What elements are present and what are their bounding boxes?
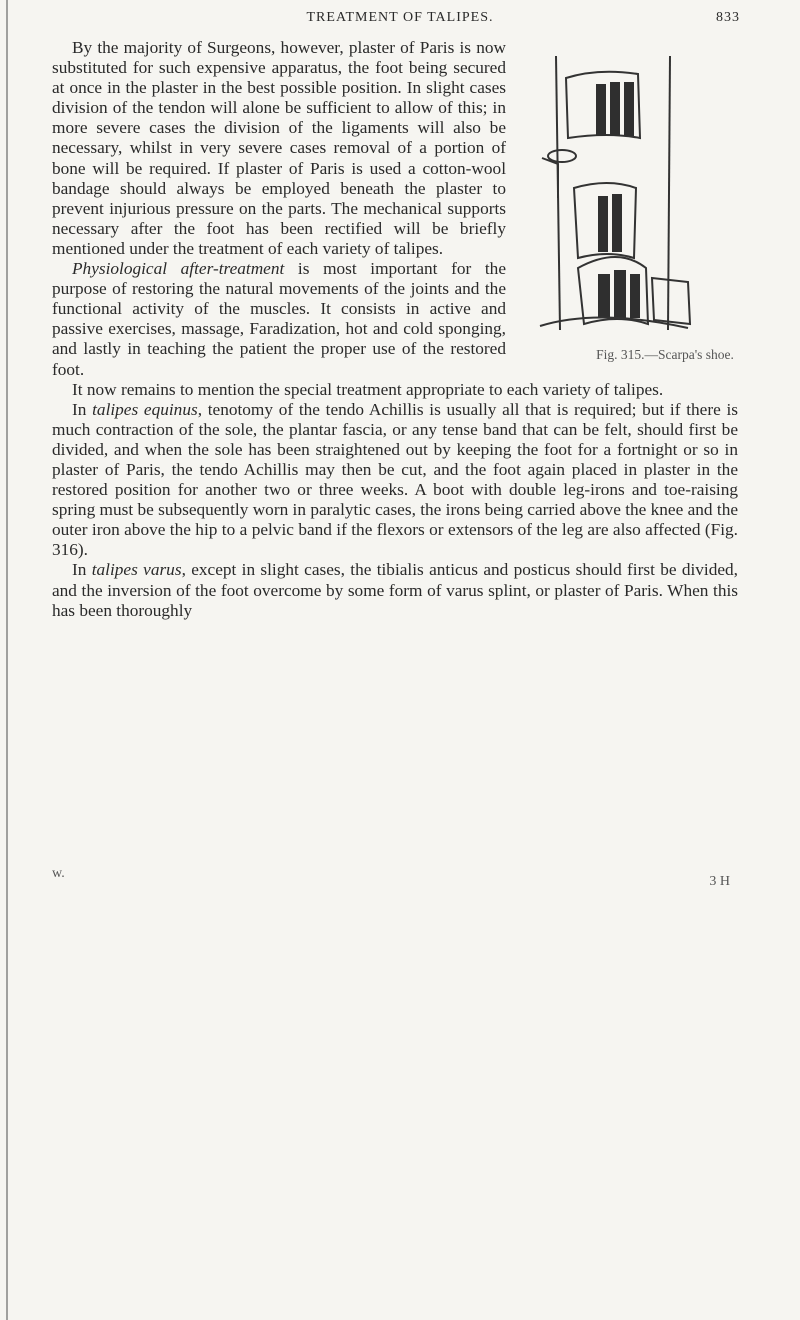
paragraph-5: [52, 560, 738, 620]
page-footer: [52, 866, 738, 890]
paragraph-3-text: It now remains to mention the special treatment appropriate to each variety of talipes.: [72, 379, 664, 399]
running-head-title: TREATMENT OF TALIPES.: [306, 10, 494, 25]
paragraph-2-text: is most important for the purpose of restoring the natural movements of the joints and the functional activity of the muscles. It consists in active and passive exercises, massage, Faradization, hot and cold sponging, and lastly in teaching the patient the proper use of the restored foot.: [52, 259, 506, 379]
body-text: [52, 38, 738, 621]
paragraph-4-lead: In: [72, 399, 93, 419]
paragraph-4: [52, 400, 738, 561]
paragraph-3: [52, 380, 738, 400]
signature-gathering: 3 H: [709, 874, 730, 889]
paragraph-5-term: talipes varus: [91, 560, 182, 580]
paragraph-5-lead: In: [72, 560, 92, 580]
signature-mark: w.: [52, 866, 65, 881]
page-edge-shadow: [6, 0, 8, 1320]
scarpas-shoe-illustration: [538, 38, 718, 338]
figure-315: [518, 38, 738, 368]
paragraph-2-term: Physiological after-treatment: [72, 259, 285, 279]
paragraph-4-term: talipes equinus: [92, 399, 198, 419]
figure-caption: Fig. 315.—Scarpa's shoe.: [596, 347, 734, 362]
page-number: 833: [716, 10, 740, 25]
running-head: [60, 4, 740, 34]
paragraph-5-text: , except in slight cases, the tibialis anticus and posticus should first be divided, and the inversion of the foot overcome by some form of varus splint, or plaster of Paris. When this has been thoroughly: [52, 560, 739, 620]
paragraph-1-text: By the majority of Surgeons, however, plaster of Paris is now substituted for such expensive apparatus, the foot being secured at once in the plaster in the best possible position. In slight cases division of the tendon will alone be sufficient to allow of this; in more severe cases the division of the ligaments will also be necessary, whilst in very severe cases removal of a portion of bone will be required. If plaster of Paris is used a cotton-wool bandage should always be employed beneath the plaster to prevent injurious pressure on the parts. The mechanical supports necessary after the foot has been rectified will be briefly mentioned under the treatment of each variety of talipes.: [52, 38, 506, 258]
paragraph-4-text: , tenotomy of the tendo Achillis is usually all that is required; but if there is much contraction of the sole, the plantar fascia, or any tense band that can be felt, should first be divided, and when the sole has been straightened out by keeping the foot for a fortnight or so in plaster of Paris, the tendo Achillis may then be cut, and the foot again placed in plaster in the restored position for another two or three weeks. A boot with double leg-irons and toe-raising spring must be subsequently worn in paralytic cases, the irons being carried above the knee and the outer iron above the hip to a pelvic band if the flexors or extensors of the leg are also affected (Fig. 316).: [52, 399, 738, 560]
